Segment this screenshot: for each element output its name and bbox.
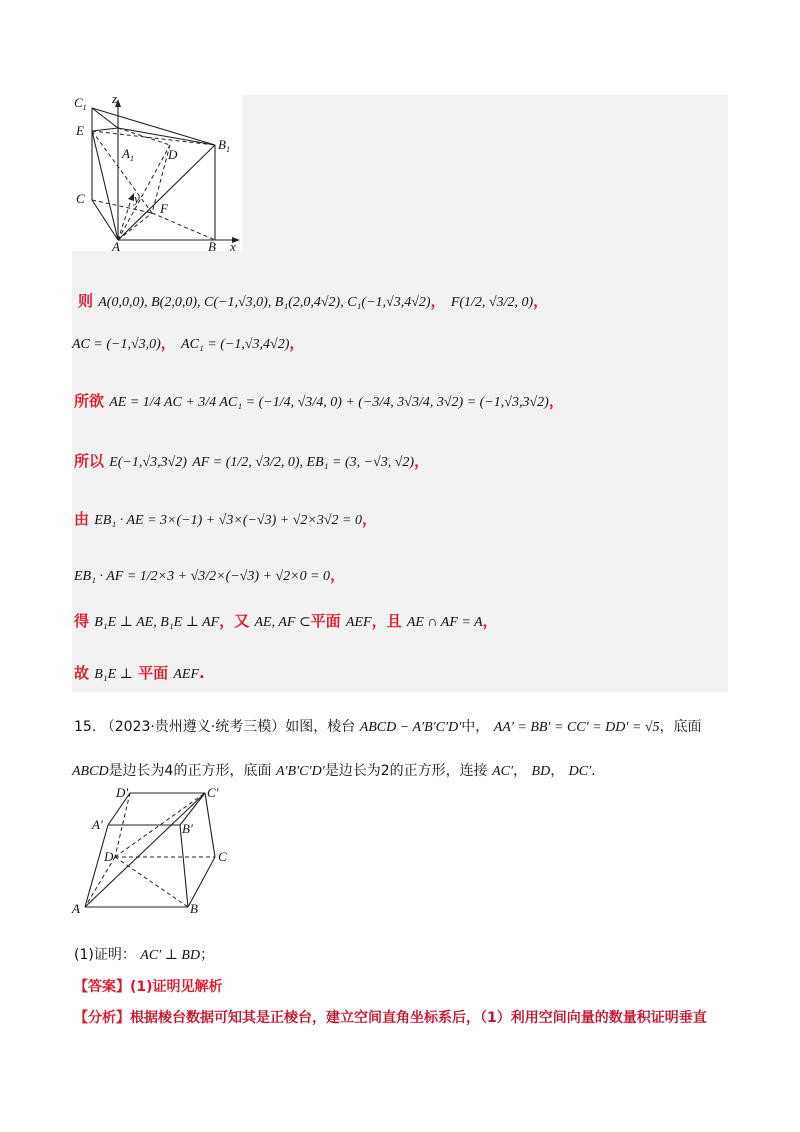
label-z: z [112, 95, 118, 106]
frustum-diagram [70, 785, 240, 915]
answer-line: 【答案】(1)证明见解析 [74, 979, 223, 995]
label-d-prime: D′ [116, 785, 129, 800]
label-y: y [134, 191, 140, 206]
label-d: D [168, 147, 178, 162]
label-b2: B [190, 901, 198, 915]
label-a: A [112, 239, 120, 251]
label-c1: $C_1$ [74, 95, 87, 112]
label-b-prime: B′ [182, 821, 193, 836]
solution-line-2: AC = (−1,√3,0)， AC₁ = (−1,√3,4√2)， [72, 334, 305, 352]
analysis-line: 【分析】根据棱台数据可知其是正棱台，建立空间直角坐标系后，（1）利用空间向量的数量积证明垂直 [74, 1010, 707, 1026]
solution-line-7: 得 B₁E ⊥ AE, B₁E ⊥ AF，又 AE, AF ⊂平面 AEF，且 AE ∩ AF = A， [74, 612, 498, 630]
solution-line-5: 由 EB₁ · AE = 3×(−1) + √3×(−√3) + √2×3√2 = 0， [74, 510, 377, 528]
question-1: (1)证明： AC′ ⊥ BD； [74, 947, 215, 963]
coordinate-figure [72, 95, 242, 251]
problem-15-line-2: ABCD是边长为4的正方形，底面 A′B′C′D′是边长为2的正方形，连接 AC′， BD， DC′. [72, 763, 596, 779]
label-e: E [76, 123, 84, 138]
label-a-prime: A′ [92, 817, 103, 832]
label-f: F [160, 201, 168, 216]
label-d2: D [104, 849, 114, 864]
label-a1: $A_1$ [122, 146, 134, 163]
label-b1: $B_1$ [218, 137, 230, 154]
label-c-prime: C′ [207, 785, 219, 800]
label-b: B [208, 239, 216, 251]
solution-line-4: 所以 E(−1,√3,3√2) AF = (1/2, √3/2, 0), EB₁ = (3, −√3, √2)， [74, 452, 430, 470]
solution-line-8: 故 B₁E ⊥ 平面 AEF. [74, 664, 205, 682]
label-a2: A [72, 901, 80, 915]
solution-line-1: 则 A(0,0,0), B(2,0,0), C(−1,√3,0), B₁(2,0,4√2), C₁(−1,√3,4√2)， F(1/2, √3/2, 0)， [78, 292, 549, 310]
label-c2: C [218, 849, 227, 864]
label-c: C [76, 191, 85, 206]
solution-line-6: EB₁ · AF = 1/2×3 + √3/2×(−√3) + √2×0 = 0， [74, 566, 346, 584]
solution-line-3: 所欲 AE = 1/4 AC + 3/4 AC₁ = (−1/4, √3/4, 0) + (−3/4, 3√3/4, 3√2) = (−1,√3,3√2)， [74, 392, 564, 410]
prism-diagram [72, 95, 242, 251]
problem-15-line-1: 15. （2023·贵州遵义·统考三模）如图，棱台 ABCD − A′B′C′D′中， AA′ = BB′ = CC′ = DD′ = √5，底面 [74, 719, 702, 735]
label-x: x [230, 239, 236, 251]
